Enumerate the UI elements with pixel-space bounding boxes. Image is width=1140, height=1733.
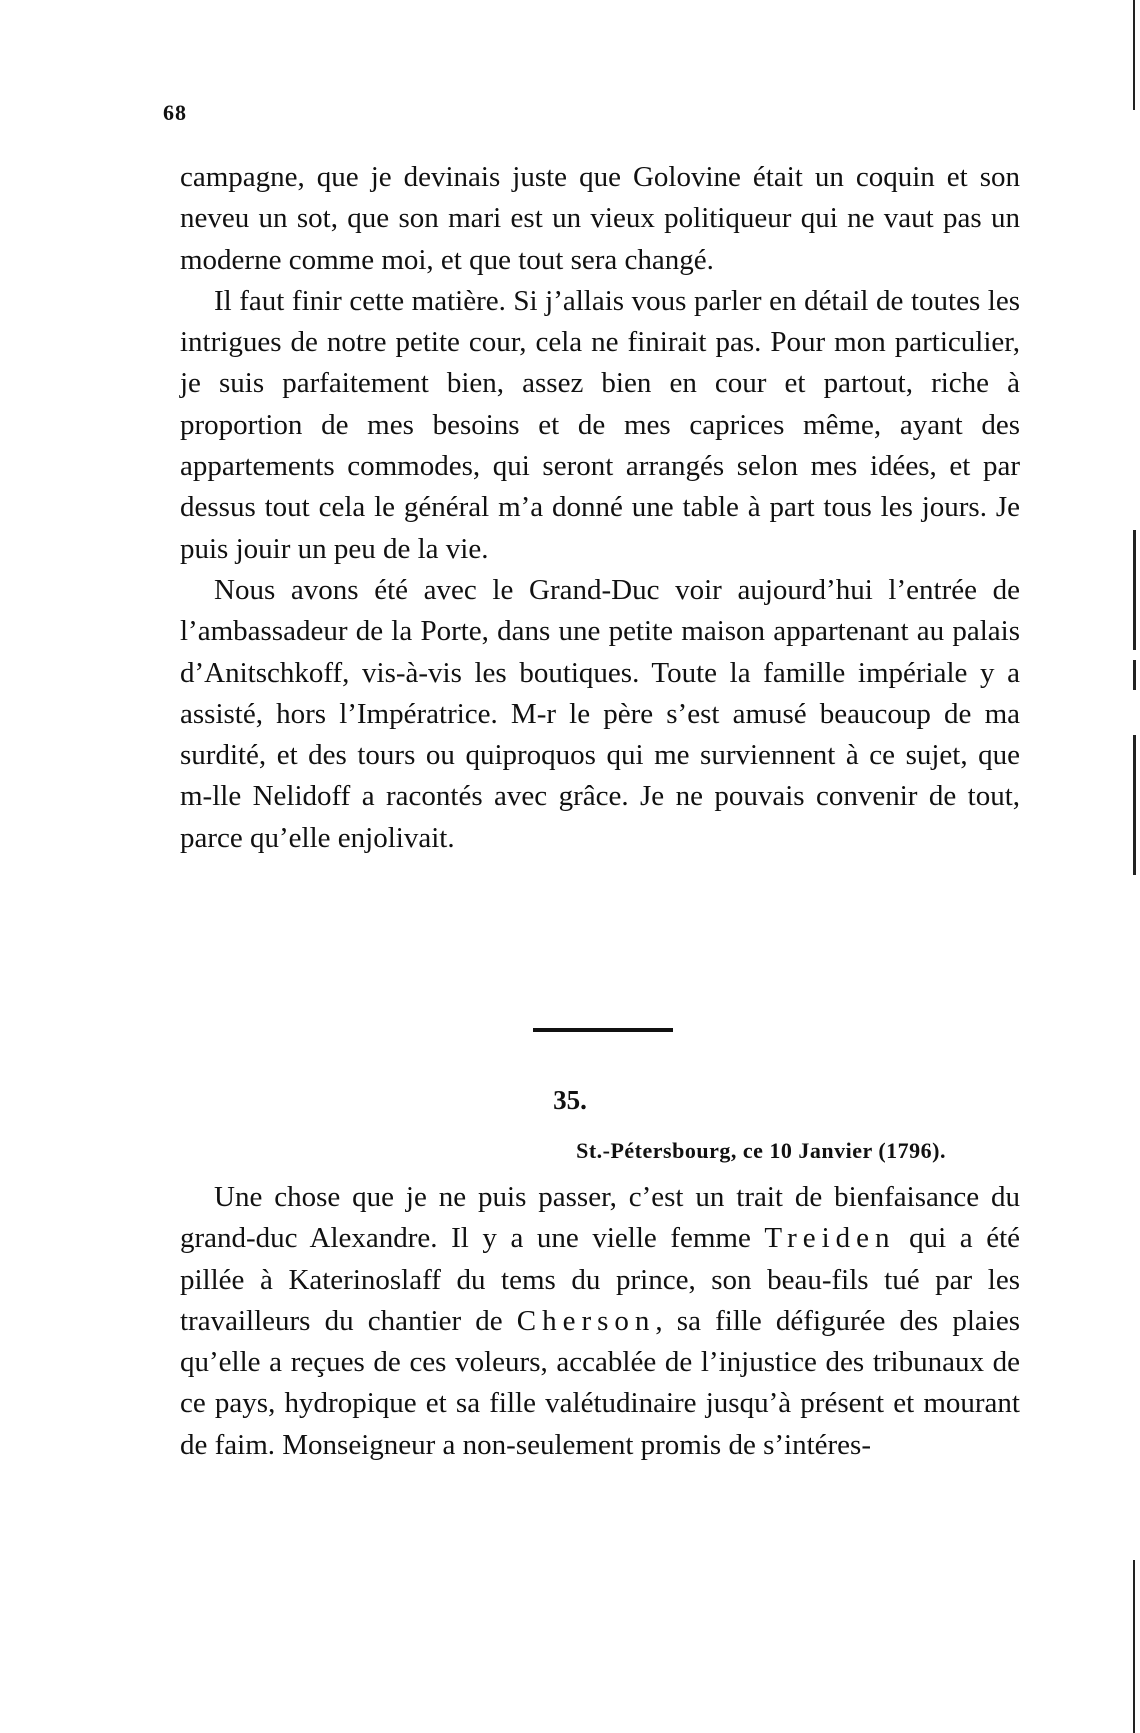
text-run: Une chose que je ne puis passer, c’est un trait de bienfaisance du grand-duc Alexandre. Il y a une vielle femme (180, 1181, 1020, 1255)
letter-dateline: St.-Pétersbourg, ce 10 Janvier (1796). (576, 1138, 946, 1163)
scan-edge-mark (1133, 530, 1136, 650)
spaced-name-cherson: Cherson (516, 1304, 656, 1337)
page-number: 68 (163, 100, 187, 125)
scan-edge-mark (1133, 1560, 1135, 1733)
scan-edge-mark (1133, 660, 1136, 690)
paragraph: campagne, que je devinais juste que Golovine était un coquin et son neveu un sot, que son mari est un vieux politiqueur qui ne vaut pas un moderne comme moi, et que tout sera changé. (180, 161, 1020, 276)
section-divider (533, 1028, 673, 1032)
paragraph: Il faut finir cette matière. Si j’allais vous parler en détail de toutes les intrigues de notre petite cour, cela ne finirait pas. Pour mon particulier, je suis parfaitement bien, assez bien en cour et partout, riche à proportion de mes besoins et de mes caprices même, ayant des appartements commodes, qui seront arrangés selon mes idées, et par dessus tout cela le général m’a donné une table à part tous les jours. Je puis jouir un peu de la vie. (180, 284, 1020, 565)
paragraph: Nous avons été avec le Grand-Duc voir aujourd’hui l’entrée de l’ambassadeur de la Porte, dans une petite maison appartenant au palais d’Anitschkoff, vis-à-vis les boutiques. Toute la famille impériale y a assisté, hors l’Impératrice. M-r le père s’est amusé beaucoup de ma surdité, et des tours ou quiproquos qui me surviennent à ce sujet, que m-lle Nelidoff a racontés avec grâce. Je ne pouvais convenir de tout, parce qu’elle enjolivait. (180, 573, 1020, 854)
text-run: , sa fille défigurée des plaies qu’elle a reçues de ces voleurs, accablée de l’injustice des tribunaux de ce pays, hydropique et sa fille valétudinaire jusqu’à présent et mourant de faim. Monseigneur a non-seulement promis de s’intéres- (180, 1304, 1020, 1461)
letter-body (180, 1177, 1020, 1466)
scan-edge-mark (1133, 0, 1135, 110)
spaced-name-treiden: Treiden (764, 1222, 896, 1255)
scan-edge-mark (1133, 735, 1136, 875)
letter-number: 35. (553, 1085, 587, 1115)
text-run: qui a été pillée à Katerinoslaff du tems du prince, son beau-fils tué par les travailleurs du chantier de (180, 1222, 1020, 1337)
letter-body-continued (180, 157, 1020, 859)
paragraph (180, 1177, 1020, 1466)
